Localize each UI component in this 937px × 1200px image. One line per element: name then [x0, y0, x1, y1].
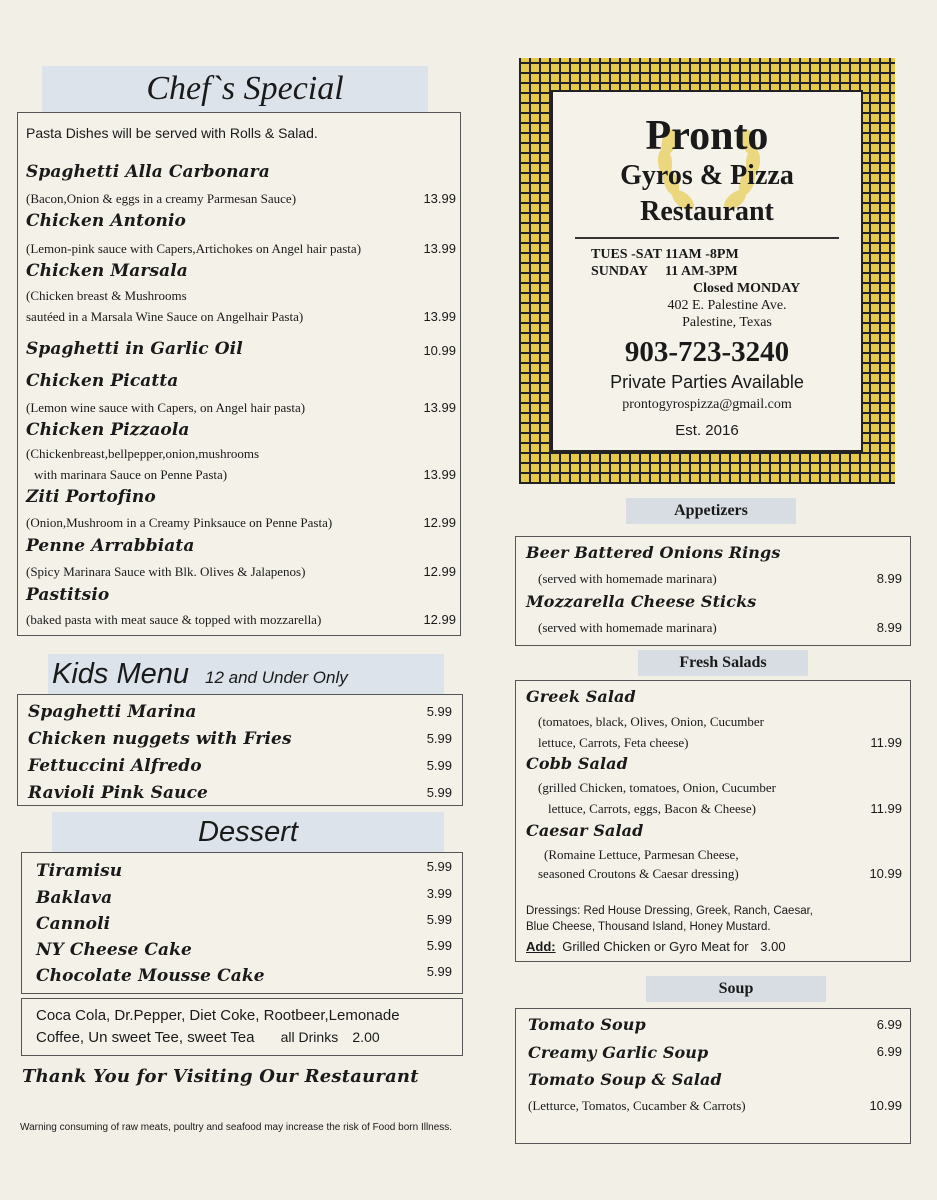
divider [575, 237, 839, 239]
address-city: Palestine, Texas [682, 315, 772, 330]
dessert-title: Dessert [198, 816, 298, 848]
salad-desc-2: lettuce, Carrots, Feta cheese) [538, 735, 689, 750]
salad-price: 11.99 [870, 735, 902, 750]
soup-price: 10.99 [869, 1098, 902, 1113]
dish-name: Chicken Marsala [26, 261, 188, 281]
restaurant-name: Pronto [645, 113, 769, 159]
soup-box [515, 1008, 911, 1144]
dish-desc: (Spicy Marinara Sauce with Blk. Olives & Jalapenos) [26, 564, 306, 579]
dessert-box [21, 852, 463, 994]
appetizer-desc: (served with homemade marinara) [538, 620, 717, 635]
hours-sunday: SUNDAY 11 AM-3PM [591, 264, 738, 279]
appetizer-desc: (served with homemade marinara) [538, 571, 717, 586]
dessert-item-name: Tiramisu [36, 861, 123, 881]
salad-desc: (grilled Chicken, tomatoes, Onion, Cucumber [538, 780, 776, 795]
drinks-box [21, 998, 463, 1056]
dish-price: 13.99 [423, 467, 456, 482]
established: Est. 2016 [675, 422, 739, 439]
salads-title: Fresh Salads [679, 654, 767, 671]
soup-price: 6.99 [876, 1044, 902, 1059]
kids-item-name: Spaghetti Marina [28, 702, 197, 722]
kids-item-price: 5.99 [426, 758, 452, 773]
dessert-item-price: 3.99 [426, 886, 452, 901]
salads-box [515, 680, 911, 962]
dish-desc: (Chickenbreast,bellpepper,onion,mushrooms [26, 446, 260, 461]
dish-desc: (Lemon wine sauce with Capers, on Angel hair pasta) [26, 400, 306, 415]
kids-item-price: 5.99 [426, 731, 452, 746]
salad-desc-2: seasoned Croutons & Caesar dressing) [538, 866, 739, 881]
restaurant-subtitle-2: Restaurant [640, 196, 774, 227]
closed-day: Closed MONDAY [693, 281, 801, 296]
dish-desc: (Bacon,Onion & eggs in a creamy Parmesan Sauce) [26, 191, 297, 206]
dish-desc-2: sautéed in a Marsala Wine Sauce on Angelhair Pasta) [26, 309, 304, 324]
appetizer-name: Mozzarella Cheese Sticks [526, 592, 757, 611]
dessert-item-name: Baklava [36, 888, 113, 908]
soup-banner [646, 976, 826, 1002]
dessert-item-price: 5.99 [426, 938, 452, 953]
appetizer-name: Beer Battered Onions Rings [526, 543, 781, 562]
kids-menu-subtitle: 12 and Under Only [205, 668, 348, 687]
chefs-special-title: Chef`s Special [146, 70, 344, 107]
drinks-line-2 [36, 1029, 462, 1046]
dessert-item-name: NY Cheese Cake [36, 940, 192, 960]
thank-you-text: Thank You for Visiting Our Restaurant [22, 1066, 419, 1087]
address-street: 402 E. Palestine Ave. [667, 298, 787, 313]
add-text: Grilled Chicken or Gyro Meat for [562, 939, 749, 954]
dish-price: 12.99 [423, 515, 456, 530]
kids-menu-title: Kids Menu [52, 658, 190, 690]
hours-tue-sat: TUES -SAT 11AM -8PM [591, 247, 739, 262]
soup-title: Soup [718, 980, 754, 997]
kids-item-price: 5.99 [426, 785, 452, 800]
all-drinks-label: all Drinks [280, 1029, 339, 1045]
dessert-item-name: Chocolate Mousse Cake [36, 966, 265, 986]
kids-item-name: Fettuccini Alfredo [28, 756, 202, 776]
add-price: 3.00 [760, 939, 786, 954]
dish-desc: (Onion,Mushroom in a Creamy Pinksauce on Penne Pasta) [26, 515, 333, 530]
all-drinks-price: 2.00 [352, 1029, 380, 1045]
dessert-item-name: Cannoli [36, 914, 111, 934]
dessert-item-price: 5.99 [426, 859, 452, 874]
dish-price: 12.99 [423, 612, 456, 627]
add-on-line [526, 939, 910, 954]
dish-price: 12.99 [423, 564, 456, 579]
dish-price: 13.99 [423, 400, 456, 415]
soup-name: Tomato Soup [528, 1015, 646, 1034]
dish-desc: (Lemon-pink sauce with Capers,Artichokes on Angel hair pasta) [26, 241, 362, 256]
add-label: Add: [526, 939, 556, 954]
dish-price: 13.99 [423, 241, 456, 256]
info-panel [551, 90, 863, 452]
salad-desc: (Romaine Lettuce, Parmesan Cheese, [544, 847, 739, 862]
dish-price: 13.99 [423, 309, 456, 324]
chefs-special-banner [42, 66, 428, 112]
kids-menu-box [17, 694, 463, 806]
dish-name: Chicken Pizzaola [26, 420, 190, 440]
dish-name: Penne Arrabbiata [26, 536, 195, 556]
kids-item-price: 5.99 [426, 704, 452, 719]
food-warning: Warning consuming of raw meats, poultry and seafood may increase the risk of Food born Illness. [20, 1122, 453, 1133]
dish-desc-2: with marinara Sauce on Penne Pasta) [34, 467, 228, 482]
phone-number[interactable]: 903-723-3240 [624, 336, 790, 368]
drinks-line-2-text: Coffee, Un sweet Tee, sweet Tea [36, 1029, 255, 1046]
dessert-item-price: 5.99 [426, 912, 452, 927]
soup-name: Tomato Soup & Salad [528, 1070, 722, 1089]
dish-name: Spaghetti in Garlic Oil [26, 339, 243, 359]
dish-name: Pastitsio [26, 585, 110, 605]
dressings-line-2: Blue Cheese, Thousand Island, Honey Mustard. [526, 921, 771, 933]
soup-price: 6.99 [876, 1017, 902, 1032]
salad-name: Cobb Salad [526, 754, 628, 773]
dish-name: Chicken Picatta [26, 371, 179, 391]
appetizers-title: Appetizers [674, 502, 748, 519]
drinks-line-1: Coca Cola, Dr.Pepper, Diet Coke, Rootbeer,Lemonade [36, 1007, 400, 1024]
dish-name: Chicken Antonio [26, 211, 186, 231]
dressings-line-1: Dressings: Red House Dressing, Greek, Ranch, Caesar, [526, 905, 813, 917]
appetizers-banner [626, 498, 796, 524]
salads-banner [638, 650, 808, 676]
soup-name: Creamy Garlic Soup [528, 1043, 709, 1062]
kids-menu-banner [48, 654, 444, 694]
salad-price: 11.99 [870, 801, 902, 816]
dessert-banner [52, 812, 444, 852]
restaurant-subtitle: Gyros & Pizza [620, 160, 794, 191]
dish-name: Spaghetti Alla Carbonara [26, 162, 270, 182]
salad-name: Greek Salad [526, 687, 636, 706]
dessert-item-price: 5.99 [426, 964, 452, 979]
kids-item-name: Chicken nuggets with Fries [28, 729, 292, 749]
salad-desc-2: lettuce, Carrots, eggs, Bacon & Cheese) [548, 801, 756, 816]
pasta-note: Pasta Dishes will be served with Rolls & Salad. [26, 125, 318, 141]
appetizer-price: 8.99 [876, 571, 902, 586]
kids-item-name: Ravioli Pink Sauce [28, 783, 208, 803]
salad-desc: (tomatoes, black, Olives, Onion, Cucumber [538, 714, 765, 729]
private-parties: Private Parties Available [610, 372, 804, 392]
dish-desc: (baked pasta with meat sauce & topped with mozzarella) [26, 612, 322, 627]
dish-price: 10.99 [423, 343, 456, 358]
salad-name: Caesar Salad [526, 821, 644, 840]
dish-price: 13.99 [423, 191, 456, 206]
appetizers-box [515, 536, 911, 646]
email-address[interactable]: prontogyrospizza@gmail.com [622, 397, 792, 412]
dish-desc: (Chicken breast & Mushrooms [26, 288, 187, 303]
chefs-special-box [17, 112, 461, 636]
appetizer-price: 8.99 [876, 620, 902, 635]
soup-desc: (Letturce, Tomatos, Cucamber & Carrots) [528, 1098, 746, 1113]
dish-name: Ziti Portofino [26, 487, 156, 507]
salad-price: 10.99 [869, 866, 902, 881]
